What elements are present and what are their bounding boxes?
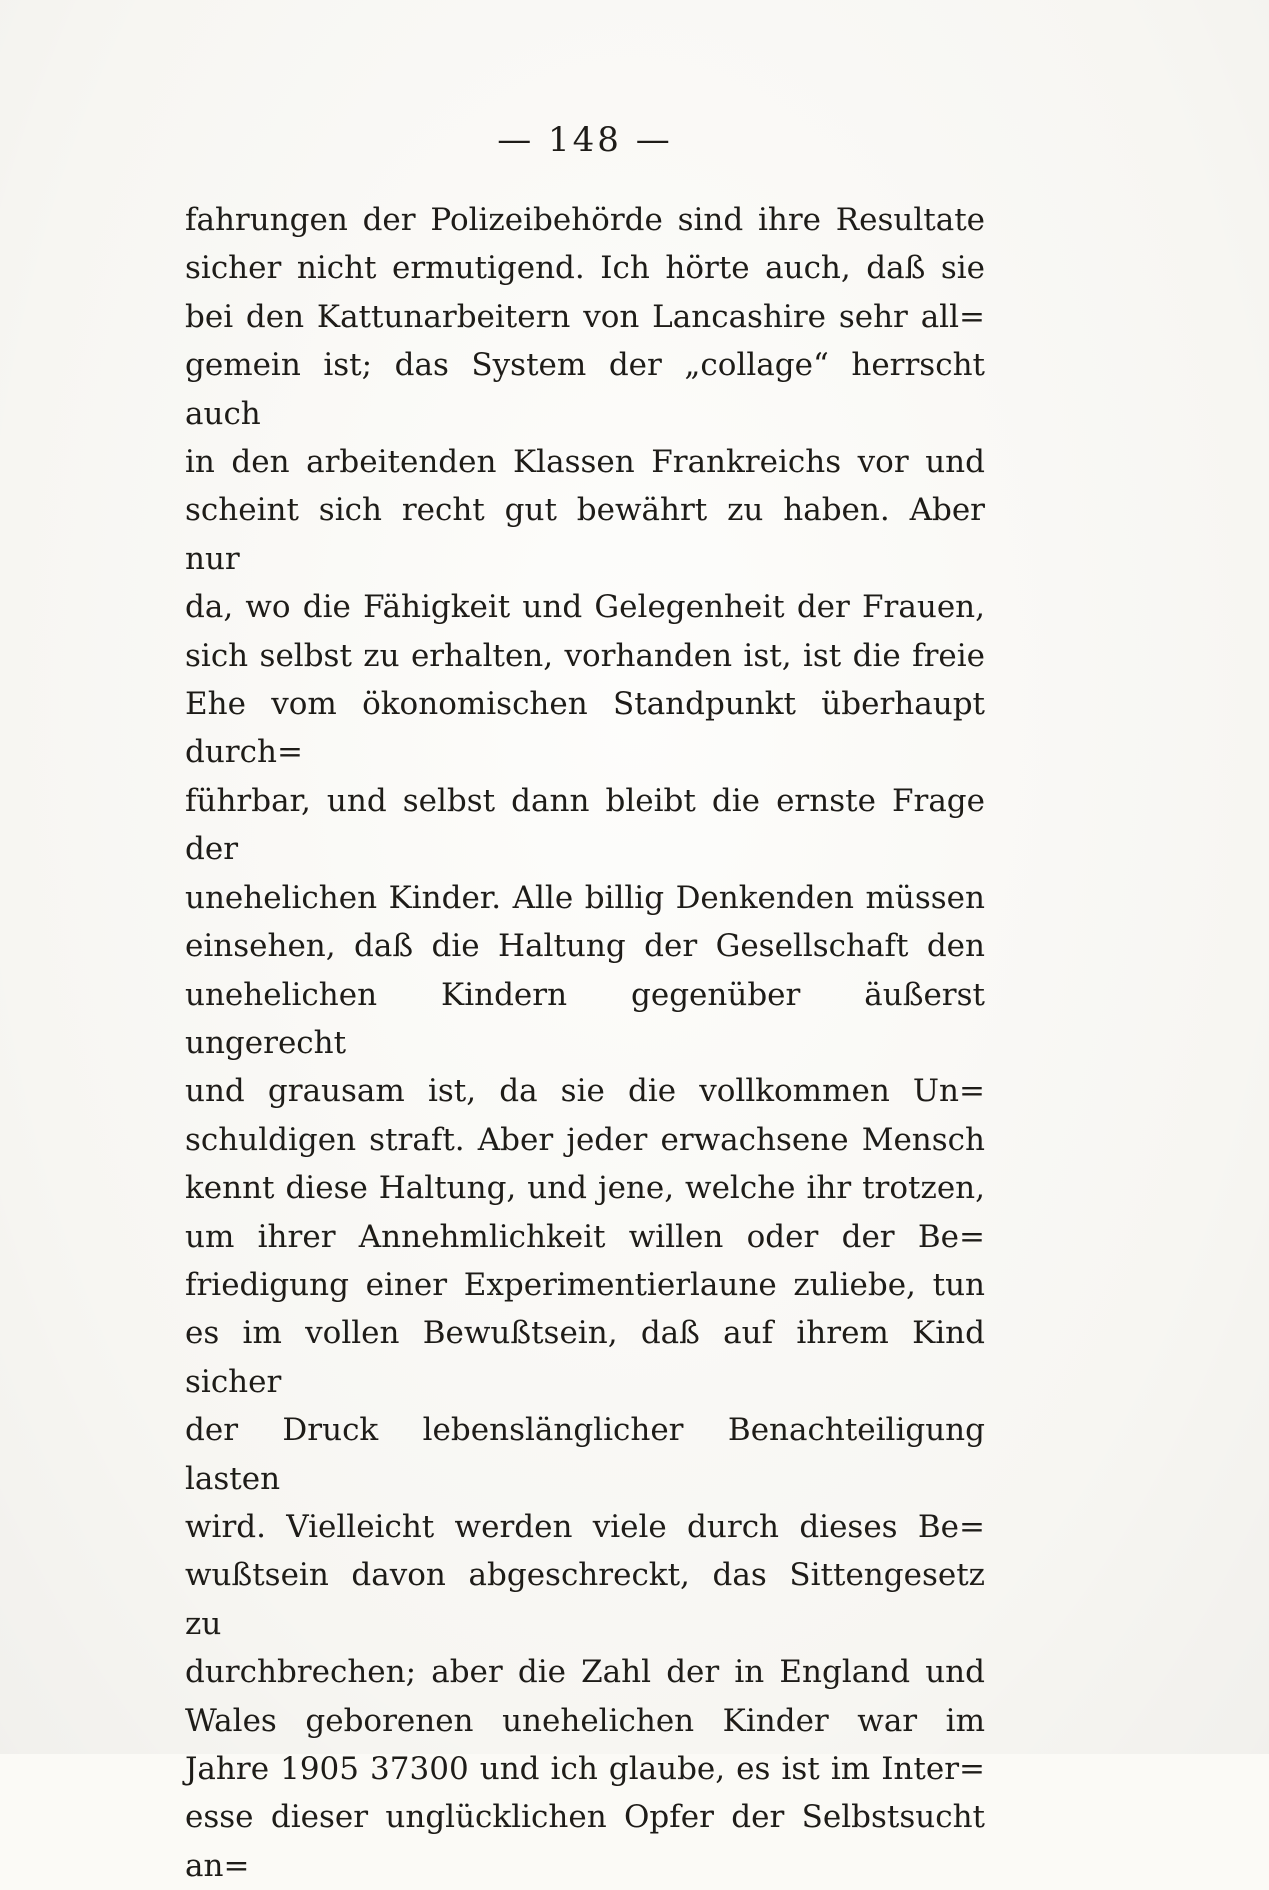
text-line: um ihrer Annehmlichkeit willen oder der Be= [185, 1218, 985, 1255]
text-line: und grausam ist, da sie die vollkommen Un= [185, 1073, 985, 1110]
text-line: da, wo die Fähigkeit und Gelegenheit der Frauen, [185, 589, 985, 626]
text-line: wußtsein davon abgeschreckt, das Sittengesetz zu [185, 1557, 985, 1642]
text-line: in den arbeitenden Klassen Frankreichs vor und [185, 444, 985, 481]
text-line: der Druck lebenslänglicher Benachteiligung lasten [185, 1412, 985, 1497]
text-line: sich selbst zu erhalten, vorhanden ist, ist die freie [185, 637, 985, 674]
text-line: Wales geborenen unehelichen Kinder war im [185, 1702, 985, 1739]
body-text [185, 196, 985, 1890]
text-line: es im vollen Bewußtsein, daß auf ihrem Kind sicher [185, 1315, 985, 1400]
text-line: wird. Vielleicht werden viele durch dieses Be= [185, 1508, 985, 1545]
text-line: schuldigen straft. Aber jeder erwachsene Mensch [185, 1121, 985, 1158]
text-line: Jahre 1905 37300 und ich glaube, es ist im Inter= [185, 1751, 985, 1787]
text-line: unehelichen Kinder. Alle billig Denkenden müssen [185, 879, 985, 916]
text-line: durchbrechen; aber die Zahl der in England und [185, 1654, 985, 1691]
text-line: Ehe vom ökonomischen Standpunkt überhaupt durch= [185, 686, 985, 771]
text-line: sicher nicht ermutigend. Ich hörte auch, daß sie [185, 250, 985, 287]
text-line: friedigung einer Experimentierlaune zuliebe, tun [185, 1266, 985, 1303]
text-line: esse dieser unglücklichen Opfer der Selbstsucht an= [185, 1799, 985, 1884]
text-line: führbar, und selbst dann bleibt die ernste Frage der [185, 782, 985, 868]
text-line: gemein ist; das System der „collage“ herrscht auch [185, 347, 985, 432]
text-line: einsehen, daß die Haltung der Gesellschaft den [185, 928, 985, 965]
text-line: fahrungen der Polizeibehörde sind ihre Resultate [185, 202, 985, 238]
text-line: scheint sich recht gut bewährt zu haben. Aber nur [185, 492, 985, 577]
page-number: — 148 — [497, 120, 673, 160]
text-line: unehelichen Kindern gegenüber äußerst ungerecht [185, 976, 985, 1061]
text-line: kennt diese Haltung, und jene, welche ihr trotzen, [185, 1170, 985, 1207]
text-line: bei den Kattunarbeitern von Lancashire sehr all= [185, 298, 985, 335]
